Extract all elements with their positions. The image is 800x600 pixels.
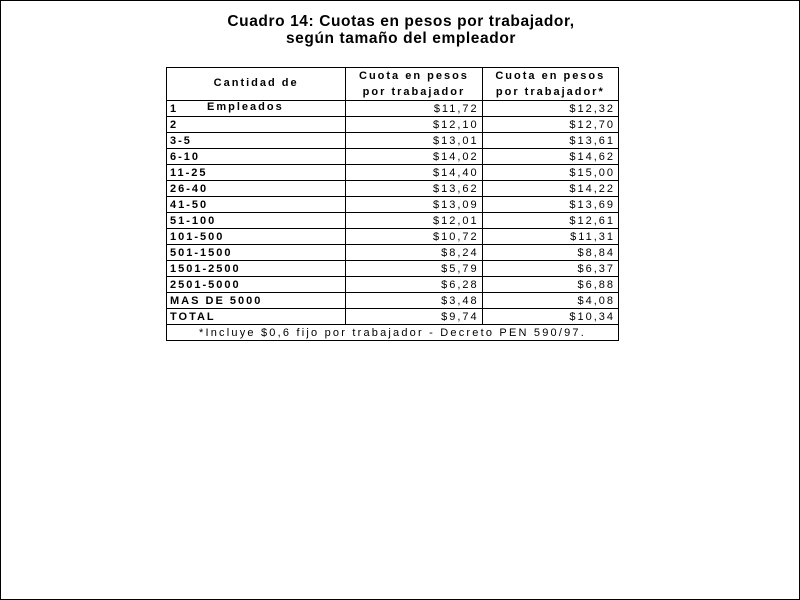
table-body xyxy=(167,101,619,325)
row-category: MAS DE 5000 xyxy=(167,293,346,309)
row-category: 1501-2500 xyxy=(167,261,346,277)
row-cuota-incluye: $6,88 xyxy=(482,277,618,293)
table-row xyxy=(167,197,619,213)
header-cuota-line-1: Cuota en pesos xyxy=(359,70,469,82)
header-cuota-pesos-incluye xyxy=(482,68,618,101)
row-cuota-incluye: $14,62 xyxy=(482,149,618,165)
table-row xyxy=(167,117,619,133)
row-cuota: $12,01 xyxy=(346,213,482,229)
row-category: 6-10 xyxy=(167,149,346,165)
row-cuota: $3,48 xyxy=(346,293,482,309)
header-cuota-incl-line-1: Cuota en pesos xyxy=(495,70,606,82)
table-row xyxy=(167,181,619,197)
header-cuota-pesos xyxy=(346,68,482,101)
row-cuota: $5,79 xyxy=(346,261,482,277)
row-cuota: $13,01 xyxy=(346,133,482,149)
row-cuota-incluye: $13,69 xyxy=(482,197,618,213)
table-row xyxy=(167,213,619,229)
row-cuota-incluye: $10,34 xyxy=(482,309,618,325)
row-cuota: $13,62 xyxy=(346,181,482,197)
row-cuota-incluye: $12,61 xyxy=(482,213,618,229)
footnote-row xyxy=(167,325,619,341)
row-cuota-incluye: $11,31 xyxy=(482,229,618,245)
row-cuota: $9,74 xyxy=(346,309,482,325)
row-cuota: $13,09 xyxy=(346,197,482,213)
row-cuota: $8,24 xyxy=(346,245,482,261)
row-cuota-incluye: $13,61 xyxy=(482,133,618,149)
header-cantidad-label: Cantidad de xyxy=(213,77,299,89)
header-cuota-incl-line-2: por trabajador* xyxy=(495,86,605,98)
footnote: *Incluye $0,6 fijo por trabajador - Decreto PEN 590/97. xyxy=(167,325,619,341)
row-cuota: $12,10 xyxy=(346,117,482,133)
row-category: 26-40 xyxy=(167,181,346,197)
table-row xyxy=(167,165,619,181)
row-category: 101-500 xyxy=(167,229,346,245)
row-category: 1 xyxy=(167,101,346,117)
row-category: 2501-5000 xyxy=(167,277,346,293)
table-row xyxy=(167,245,619,261)
header-empleados-label: Empleados xyxy=(207,101,284,113)
row-cuota-incluye: $6,37 xyxy=(482,261,618,277)
row-cuota: $14,02 xyxy=(346,149,482,165)
table-row xyxy=(167,261,619,277)
row-category: 3-5 xyxy=(167,133,346,149)
header-cantidad-empleados xyxy=(167,68,346,113)
row-cuota: $14,40 xyxy=(346,165,482,181)
title-line-2: según tamaño del empleador xyxy=(285,30,517,47)
row-cuota-incluye: $14,22 xyxy=(482,181,618,197)
table-row xyxy=(167,309,619,325)
title-line-1: Cuadro 14: Cuotas en pesos por trabajador, xyxy=(227,13,575,30)
header-cuota-line-2: por trabajador xyxy=(362,86,466,98)
row-category: 41-50 xyxy=(167,197,346,213)
table-row xyxy=(167,293,619,309)
row-cuota-incluye: $12,32 xyxy=(482,101,618,117)
row-cuota-incluye: $4,08 xyxy=(482,293,618,309)
table-row xyxy=(167,133,619,149)
row-category: 11-25 xyxy=(167,165,346,181)
row-category: TOTAL xyxy=(167,309,346,325)
row-cuota-incluye: $12,70 xyxy=(482,117,618,133)
table-title xyxy=(1,13,800,47)
cuotas-table xyxy=(166,67,619,341)
row-cuota: $11,72 xyxy=(346,101,482,117)
table-row xyxy=(167,277,619,293)
row-cuota: $6,28 xyxy=(346,277,482,293)
row-cuota: $10,72 xyxy=(346,229,482,245)
table-header-row xyxy=(167,68,619,101)
row-cuota-incluye: $15,00 xyxy=(482,165,618,181)
row-category: 2 xyxy=(167,117,346,133)
row-cuota-incluye: $8,84 xyxy=(482,245,618,261)
table-row xyxy=(167,229,619,245)
row-category: 501-1500 xyxy=(167,245,346,261)
table-row xyxy=(167,149,619,165)
row-category: 51-100 xyxy=(167,213,346,229)
